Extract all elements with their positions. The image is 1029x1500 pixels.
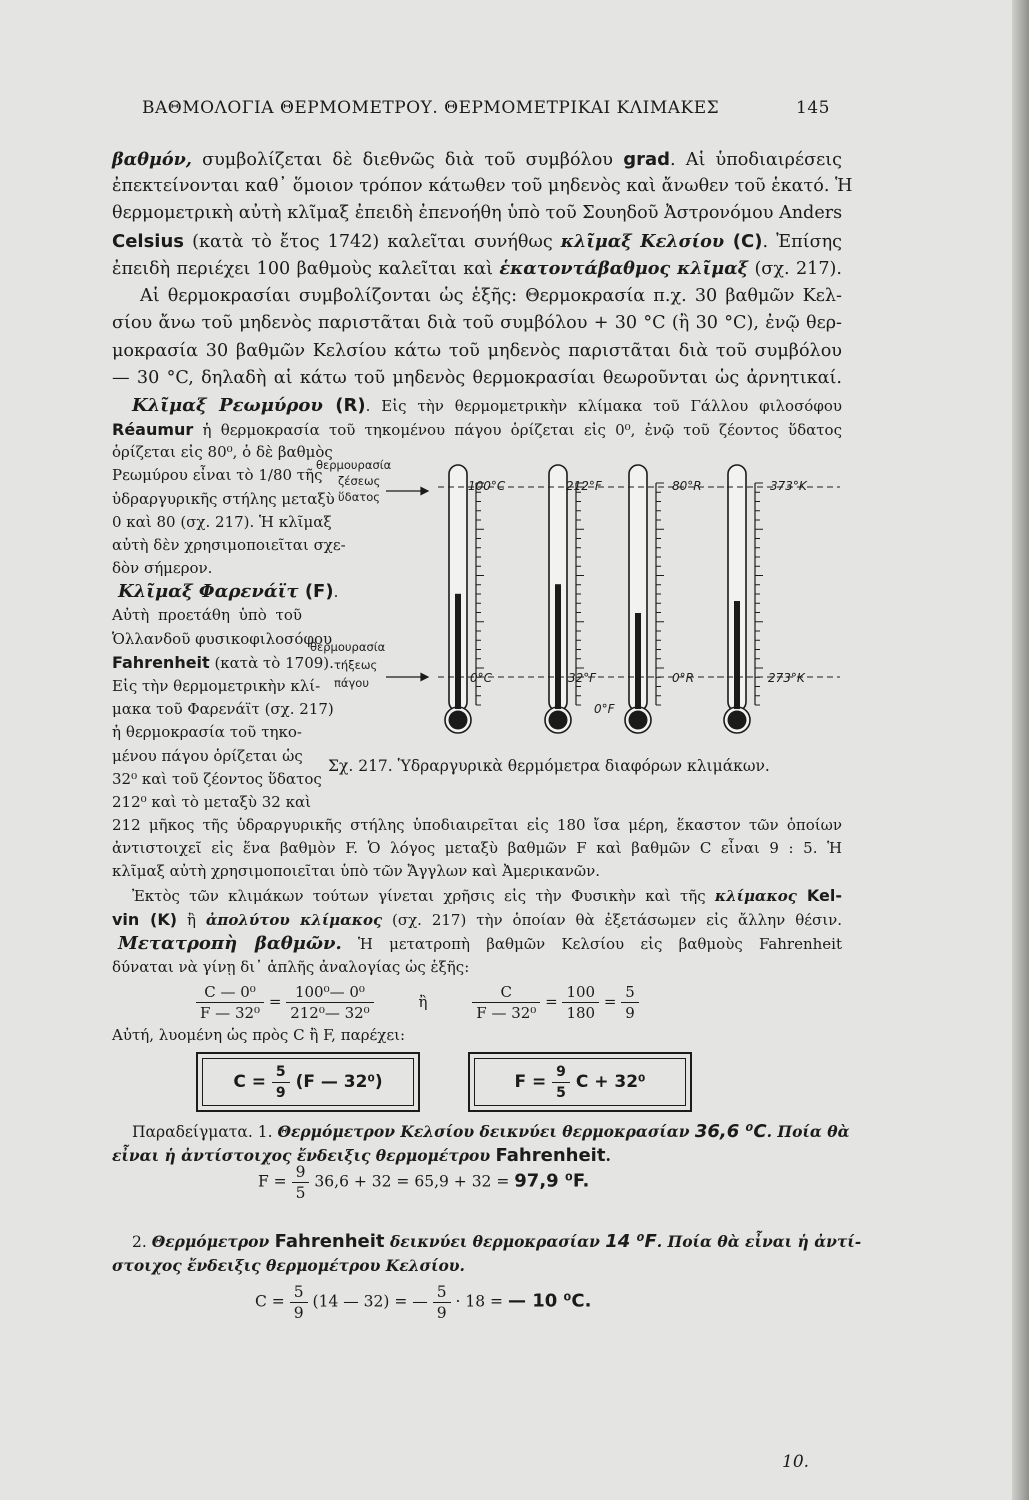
signature-mark: 10. xyxy=(782,1452,810,1472)
text-line xyxy=(112,229,842,255)
denominator: F — 32⁰ xyxy=(200,1004,261,1022)
solution-2 xyxy=(255,1282,591,1323)
formula-text: 36,6 + 32 = 65,9 + 32 = xyxy=(314,1172,515,1191)
example-text: . Ποία θὰ xyxy=(766,1122,850,1141)
text-span: συμβολίζεται δὲ διεθνῶς διὰ τοῦ συμβόλου xyxy=(191,150,624,170)
result-value: 97,9 ⁰F. xyxy=(514,1170,590,1192)
text-line xyxy=(112,908,842,932)
text-span: (κατὰ τὸ 1709). xyxy=(209,654,334,672)
fahrenheit-name: Fahrenheit xyxy=(274,1231,385,1252)
example-text: Θερμόμετρον xyxy=(151,1232,275,1251)
formula-box-fahrenheit xyxy=(468,1052,692,1112)
example-text: στοιχος ἔνδειξις θερμομέτρου Κελσίου. xyxy=(112,1256,465,1275)
text-line xyxy=(132,394,842,418)
term-centigrade: ἑκατοντάβαθμος κλῖμαξ xyxy=(499,258,749,279)
thermometer-figure xyxy=(300,455,840,785)
text-line xyxy=(112,651,334,675)
label-boiling-1: θερμουρασία xyxy=(316,458,392,472)
label-0f: 0°F xyxy=(594,702,615,716)
equals-sign: = xyxy=(268,992,282,1011)
term-absolute-scale: ἀπολύτου κλίμακος xyxy=(205,911,383,929)
label-0c: 0°C xyxy=(470,671,493,685)
fraction xyxy=(290,1282,308,1323)
fraction xyxy=(292,1162,310,1203)
reaumur-name: Réaumur xyxy=(112,420,194,439)
term-scale: κλίμακος xyxy=(714,887,797,905)
text-span: ἐπειδὴ περιέχει 100 βαθμοὺς καλεῖται καὶ xyxy=(112,259,500,279)
grad-symbol: grad xyxy=(623,149,670,170)
heading-conversion: Μετατροπὴ βαθμῶν. xyxy=(118,933,342,954)
denominator: 5 xyxy=(295,1184,306,1202)
formula-text: · 18 = xyxy=(455,1292,508,1311)
text-span: (κατὰ τὸ ἔτος 1742) καλεῖται συνήθως xyxy=(184,232,561,252)
result-value: — 10 ⁰C. xyxy=(507,1290,592,1312)
thermometers-svg xyxy=(300,455,840,755)
formula-text: (F — 32⁰) xyxy=(295,1072,383,1092)
text-line: μοκρασία 30 βαθμῶν Κελσίου κάτω τοῦ μηδενὸς παριστᾶται διὰ τοῦ συμβόλου xyxy=(112,341,842,361)
text-line: κλῖμαξ αὐτὴ χρησιμοποιεῖται ὑπὸ τῶν Ἄγγλων καὶ Ἀμερικανῶν. xyxy=(112,862,600,880)
example-text: . Ποία θὰ εἶναι ἡ ἀντί- xyxy=(656,1232,862,1251)
kelvin-name: Kel- xyxy=(796,886,843,905)
mercury-column xyxy=(455,594,461,709)
text-line xyxy=(132,1230,862,1254)
text-line xyxy=(112,147,842,173)
label-373k: 373°K xyxy=(770,479,807,493)
example-value: 14 ⁰F xyxy=(605,1231,657,1252)
text-span: ἢ xyxy=(177,911,206,929)
mercury-column xyxy=(635,613,641,709)
example-value: 36,6 ⁰C xyxy=(694,1121,767,1142)
text-line: μακα τοῦ Φαρενάϊτ (σχ. 217) xyxy=(112,700,334,718)
text-line xyxy=(112,256,842,282)
mercury-bulb xyxy=(728,711,747,730)
heading-fahrenheit: Κλῖμαξ Φαρενάϊτ xyxy=(118,581,299,602)
denominator: 9 xyxy=(436,1304,447,1322)
text-line: 212 μῆκος τῆς ὑδραργυρικῆς στήλης ὑποδιαιρεῖται εἰς 180 ἴσα μέρη, ἕκαστον τῶν ὁποίων xyxy=(112,816,842,834)
label-boiling-3: ὕδατος xyxy=(338,490,380,504)
symbol-c: (C) xyxy=(724,231,763,252)
equals-sign: = xyxy=(603,992,617,1011)
numerator: 100⁰— 0⁰ xyxy=(286,982,374,1003)
numerator: 5 xyxy=(621,982,639,1003)
mercury-column xyxy=(734,601,740,709)
fraction xyxy=(562,982,599,1023)
celsius-name: Celsius xyxy=(112,231,184,252)
text-span: (σχ. 217) τὴν ὁποίαν θὰ ἐξετάσωμεν εἰς ἄλλην θέσιν. xyxy=(382,911,843,929)
numerator: 5 xyxy=(272,1062,290,1083)
figure-caption: Σχ. 217. Ὑδραργυρικὰ θερμόμετρα διαφόρων κλιμάκων. xyxy=(328,757,770,775)
denominator: 180 xyxy=(566,1004,596,1022)
text-line: Αἱ θερμοκρασίαι συμβολίζονται ὡς ἑξῆς: Θερμοκρασία π.χ. 30 βαθμῶν Κελ- xyxy=(140,286,842,306)
fraction xyxy=(472,982,540,1023)
label-80r: 80°R xyxy=(672,479,702,493)
denominator: 9 xyxy=(293,1304,304,1322)
label-boiling-2: ζέσεως xyxy=(338,474,381,488)
proportion-formula xyxy=(196,982,639,1023)
example-number: 1. xyxy=(252,1123,278,1141)
fraction xyxy=(286,982,374,1023)
fahrenheit-name: Fahrenheit xyxy=(112,653,210,672)
header-title: ΒΑΘΜΟΛΟΓΙΑ ΘΕΡΜΟΜΕΤΡΟΥ. ΘΕΡΜΟΜΕΤΡΙΚΑΙ ΚΛΙΜΑΚΕΣ xyxy=(142,98,720,118)
text-line: Αὐτὴ προετάθη ὑπὸ τοῦ xyxy=(112,606,302,624)
text-span: . Ἐπίσης xyxy=(762,232,843,252)
text-line xyxy=(112,1254,842,1278)
example-text: εἶναι ἡ ἀντίστοιχος ἔνδειξις θερμομέτρου xyxy=(112,1146,496,1165)
solution-1 xyxy=(258,1162,589,1203)
formula-text: C = xyxy=(255,1292,285,1311)
term-celsius-scale: κλῖμαξ Κελσίου xyxy=(560,231,725,252)
text-line xyxy=(132,884,842,908)
formula-box-inner xyxy=(202,1058,414,1106)
denominator: 5 xyxy=(556,1084,566,1101)
text-span: . Αἱ ὑποδιαιρέσεις xyxy=(669,150,843,170)
text-span: . Εἰς τὴν θερμομετρικὴν κλίμακα τοῦ Γάλλου φιλοσόφου xyxy=(365,397,842,415)
text-line: ὁρίζεται εἰς 80⁰, ὁ δὲ βαθμὸς xyxy=(112,443,333,461)
page-edge xyxy=(1012,0,1029,1500)
text-line: Εἰς τὴν θερμομετρικὴν κλί- xyxy=(112,677,321,695)
label-273k: 273°K xyxy=(768,671,805,685)
text-line: 212⁰ καὶ τὸ μεταξὺ 32 καὶ xyxy=(112,793,311,811)
fraction xyxy=(552,1062,570,1103)
mercury-bulb xyxy=(449,711,468,730)
mercury-bulb xyxy=(549,711,568,730)
text-line: ἀντιστοιχεῖ εἰς ἕνα βαθμὸν F. Ὁ λόγος μεταξὺ βαθμῶν F καὶ βαθμῶν C εἶναι 9 : 5. Ἡ xyxy=(112,839,842,857)
text-line: σίου ἄνω τοῦ μηδενὸς παριστᾶται διὰ τοῦ συμβόλου + 30 °C (ἢ 30 °C), ἐνῷ θερ- xyxy=(112,313,842,333)
formula-text: C + 32⁰ xyxy=(575,1072,646,1092)
formula-text: (14 — 32) = — xyxy=(312,1292,428,1311)
term-bathmon: βαθμόν, xyxy=(112,149,192,170)
text-line xyxy=(118,580,339,604)
text-line: μένου πάγου ὁρίζεται ὡς xyxy=(112,747,303,765)
kelvin-symbol: vin (K) xyxy=(112,910,178,929)
text-span: Ἡ μετατροπὴ βαθμῶν Κελσίου εἰς βαθμοὺς Fahrenheit xyxy=(341,935,843,953)
numerator: 100 xyxy=(562,982,599,1003)
text-line: δὸν σήμερον. xyxy=(112,559,213,577)
text-line: δύναται νὰ γίνῃ δι᾿ ἁπλῆς ἀναλογίας ὡς ἑξῆς: xyxy=(112,958,470,976)
or-word: ἢ xyxy=(418,992,428,1011)
label-0r: 0°R xyxy=(672,671,694,685)
text-line xyxy=(118,932,842,956)
label-32f: 32°F xyxy=(568,671,597,685)
fraction xyxy=(196,982,264,1023)
text-span: . xyxy=(605,1146,611,1165)
example-text: Θερμόμετρον Κελσίου δεικνύει θερμοκρασίαν xyxy=(277,1122,695,1141)
numerator: 9 xyxy=(292,1162,310,1183)
text-line: θερμομετρικὴ αὐτὴ κλῖμαξ ἐπειδὴ ἐπενοήθη ὑπὸ τοῦ Σουηδοῦ Ἀστρονόμου Anders xyxy=(112,203,843,223)
formula-box-inner xyxy=(474,1058,686,1106)
numerator: 5 xyxy=(433,1282,451,1303)
text-line: 0 καὶ 80 (σχ. 217). Ἡ κλῖμαξ xyxy=(112,513,332,531)
example-number: 2. xyxy=(132,1233,152,1251)
fraction xyxy=(433,1282,451,1323)
text-span: . xyxy=(333,583,339,601)
page-number: 145 xyxy=(796,98,830,118)
text-line: ὑδραργυρικῆς στήλης μεταξὺ xyxy=(112,490,335,508)
denominator: 9 xyxy=(625,1004,635,1022)
formula-text: F = xyxy=(514,1072,547,1092)
mercury-bulb xyxy=(629,711,648,730)
denominator: 9 xyxy=(275,1084,286,1101)
symbol-f: (F) xyxy=(298,581,334,602)
label-212f: 212°F xyxy=(566,479,602,493)
numerator: C — 0⁰ xyxy=(196,982,264,1003)
fraction xyxy=(272,1062,290,1103)
formula-text: C = xyxy=(233,1072,266,1092)
mercury-column xyxy=(555,584,561,709)
text-line: ἡ θερμοκρασία τοῦ τηκο- xyxy=(112,723,302,741)
text-line: Αὐτή, λυομένη ὡς πρὸς C ἢ F, παρέχει: xyxy=(112,1026,406,1044)
text-line: — 30 °C, δηλαδὴ αἱ κάτω τοῦ μηδενὸς θερμοκρασίαι θεωροῦνται ὡς ἀρνητικαί. xyxy=(112,368,842,388)
text-line: Ὁλλανδοῦ φυσικοφιλοσόφου xyxy=(112,630,333,648)
examples-label: Παραδείγματα. xyxy=(132,1123,253,1141)
text-span: Ἐκτὸς τῶν κλιμάκων τούτων γίνεται χρῆσις εἰς τὴν Φυσικὴν καὶ τῆς xyxy=(132,887,715,905)
equals-sign: = xyxy=(545,992,558,1011)
fahrenheit-name: Fahrenheit xyxy=(495,1145,606,1166)
text-line: ἐπεκτείνονται καθ᾿ ὅμοιον τρόπον κάτωθεν τοῦ μηδενὸς καὶ ἄνωθεν τοῦ ἑκατό. Ἡ xyxy=(112,176,853,196)
heading-reaumur: Κλῖμαξ Ρεωμύρου xyxy=(132,395,323,416)
text-line xyxy=(132,1120,850,1144)
formula-text: F = xyxy=(258,1172,287,1191)
text-line: 32⁰ καὶ τοῦ ζέοντος ὕδατος xyxy=(112,770,322,788)
label-freezing-1: θερμουρασία xyxy=(310,640,386,654)
label-freezing-2: τήξεως xyxy=(334,658,378,672)
text-span: (σχ. 217). xyxy=(748,259,843,279)
denominator: F — 32⁰ xyxy=(476,1004,537,1022)
numerator: 9 xyxy=(552,1062,570,1083)
numerator: C xyxy=(472,982,540,1003)
fraction xyxy=(621,982,639,1023)
label-100c: 100°C xyxy=(468,479,506,493)
example-text: δεικνύει θερμοκρασίαν xyxy=(384,1232,606,1251)
denominator: 212⁰— 32⁰ xyxy=(290,1004,370,1022)
numerator: 5 xyxy=(290,1282,308,1303)
text-span: ἡ θερμοκρασία τοῦ τηκομένου πάγου ὁρίζεται εἰς 0⁰, ἐνῷ τοῦ ζέοντος ὕδατος xyxy=(193,421,842,439)
text-line: Ρεωμύρου εἶναι τὸ 1/80 τῆς xyxy=(112,466,323,484)
text-line: αὐτὴ δὲν χρησιμοποιεῖται σχε- xyxy=(112,536,346,554)
label-freezing-3: πάγου xyxy=(334,676,369,690)
formula-box-celsius xyxy=(196,1052,420,1112)
text-line xyxy=(112,418,842,442)
symbol-r: (R) xyxy=(322,395,366,416)
